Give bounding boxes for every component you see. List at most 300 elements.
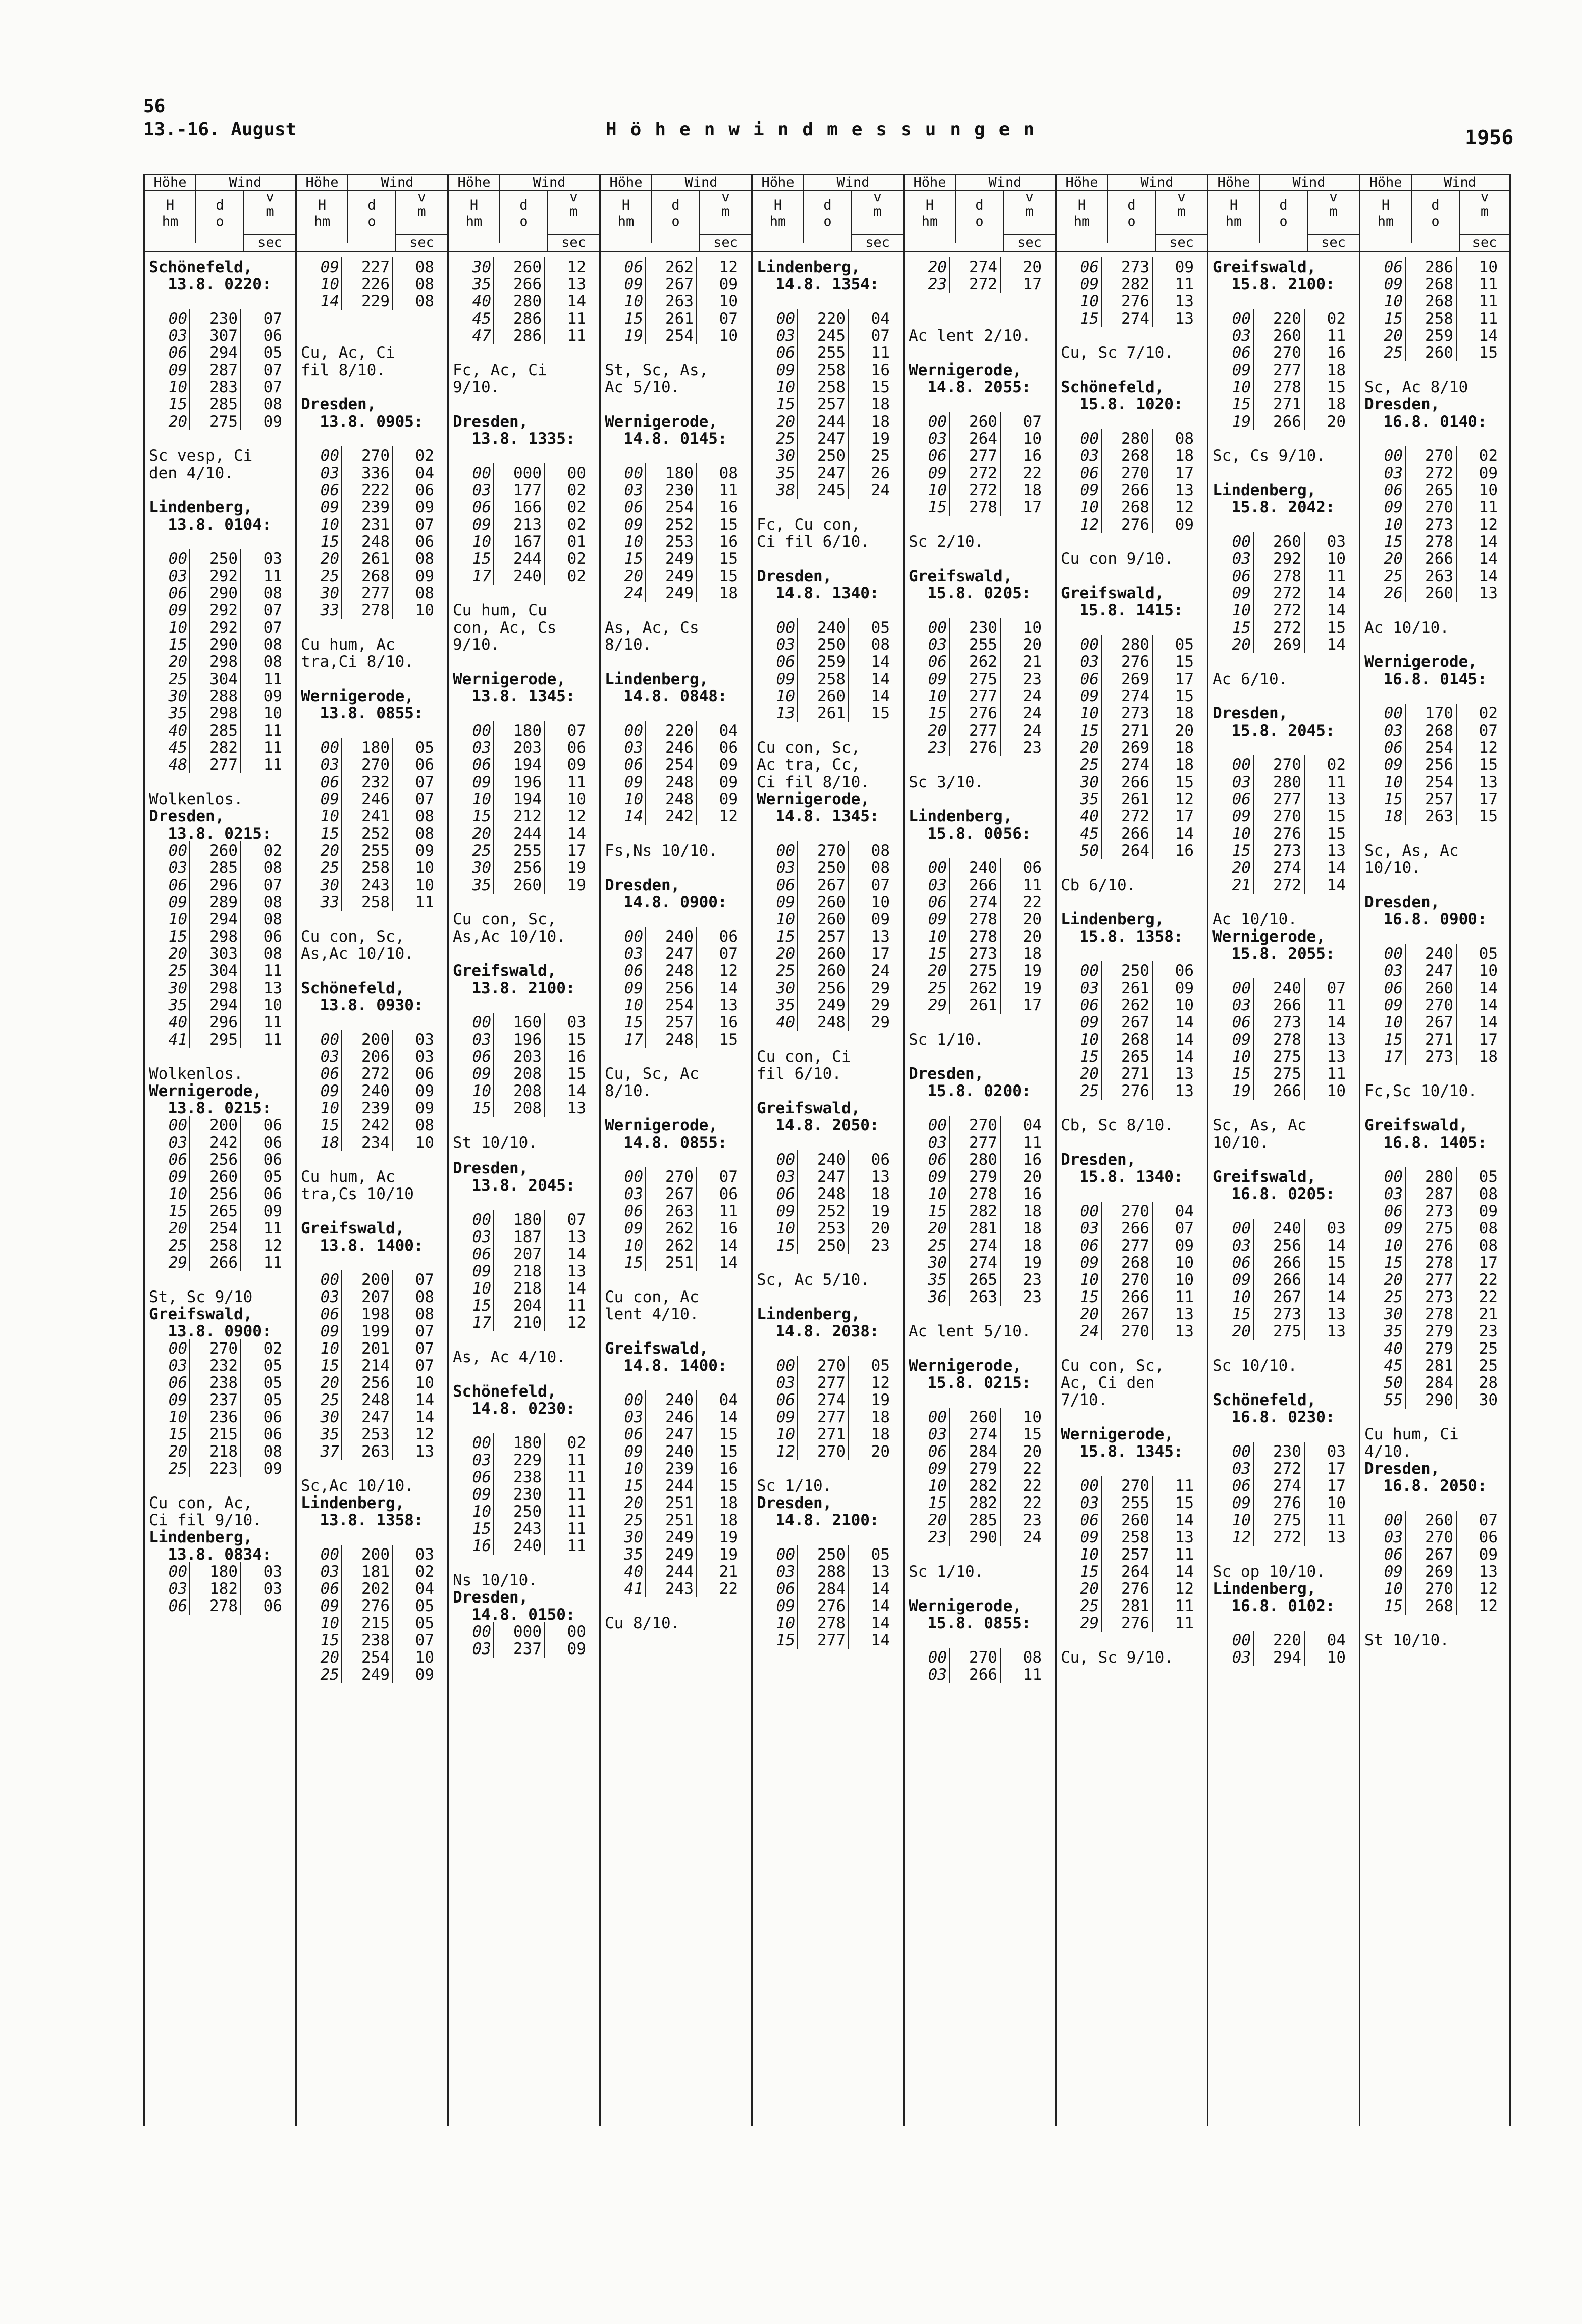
speed-cell: 11 (1175, 1597, 1194, 1615)
spacer (601, 1048, 751, 1065)
direction-cell: 336 (361, 464, 390, 482)
table-row (1208, 1512, 1359, 1529)
speed-cell: 05 (263, 344, 282, 362)
speed-cell: 18 (1327, 361, 1346, 379)
station-heading: Dresden, (1061, 1151, 1136, 1169)
height-cell: 03 (624, 945, 643, 963)
cell-divider (696, 1425, 697, 1443)
table-row (905, 705, 1055, 722)
height-cell: 06 (1080, 996, 1099, 1014)
cell-divider (341, 292, 342, 310)
cell-divider (341, 790, 342, 808)
table-row (449, 808, 599, 825)
cell-divider (392, 1116, 393, 1134)
cell-divider (1405, 549, 1406, 567)
cell-divider (1405, 1305, 1406, 1323)
height-cell: 06 (1232, 1477, 1251, 1495)
station-heading: Lindenberg, (149, 1528, 253, 1546)
direction-cell: 251 (665, 1254, 694, 1272)
cell-divider (240, 721, 241, 739)
cell-divider (1304, 1219, 1305, 1237)
speed-cell: 11 (263, 670, 282, 688)
speed-cell: 02 (567, 550, 586, 568)
cell-divider (1405, 807, 1406, 825)
spacer (1208, 1151, 1359, 1168)
cell-divider (1456, 481, 1457, 499)
cell-divider (240, 858, 241, 876)
speed-cell: 06 (415, 533, 434, 551)
cell-divider (1405, 1047, 1406, 1065)
direction-cell: 276 (1273, 1494, 1301, 1512)
cell-divider (1253, 309, 1254, 327)
cell-divider (1152, 1047, 1153, 1065)
direction-cell: 260 (513, 258, 542, 276)
cell-divider (1000, 1287, 1001, 1306)
cell-divider (949, 1133, 950, 1151)
direction-cell: 200 (361, 1545, 390, 1564)
speed-cell: 14 (1327, 636, 1346, 654)
cell-divider (493, 1296, 494, 1314)
cell-divider (1253, 395, 1254, 413)
speed-cell: 02 (567, 567, 586, 585)
station-heading: Greifswald, (1061, 584, 1165, 602)
speed-cell: 17 (1327, 1477, 1346, 1495)
table-row (601, 464, 751, 482)
direction-cell: 296 (209, 876, 238, 894)
height-cell: 10 (472, 1503, 491, 1521)
height-cell: 06 (776, 1580, 795, 1598)
spacer (905, 550, 1055, 567)
table-row (1360, 1580, 1509, 1597)
direction-cell: 270 (1425, 447, 1453, 465)
cell-divider (189, 858, 190, 876)
table-row (297, 1271, 447, 1288)
cell-divider (189, 378, 190, 396)
speed-cell: 16 (719, 498, 738, 517)
height-cell: 41 (168, 1030, 187, 1049)
cell-divider (1304, 1631, 1305, 1649)
height-cell: 06 (472, 1468, 491, 1486)
height-cell: 41 (624, 1580, 643, 1598)
speed-cell: 16 (1023, 447, 1042, 465)
spacer (1360, 1100, 1509, 1117)
cell-divider (240, 1219, 241, 1237)
speed-cell: 07 (871, 327, 890, 345)
header-hoehe: Höhe (297, 175, 348, 191)
cell-divider (341, 1064, 342, 1082)
direction-cell: 248 (361, 533, 390, 551)
speed-cell: 08 (415, 550, 434, 568)
direction-cell: 259 (817, 653, 846, 671)
speed-cell: 06 (263, 1133, 282, 1152)
cell-divider (645, 1579, 646, 1597)
cell-divider (544, 1099, 545, 1117)
cell-divider (848, 463, 849, 482)
cell-divider (392, 1545, 393, 1563)
spacer (449, 447, 599, 464)
cell-divider (1456, 1219, 1457, 1237)
speed-cell: 20 (871, 1442, 890, 1461)
speed-cell: 14 (567, 1082, 586, 1100)
height-cell: 35 (320, 1425, 339, 1443)
header-height-unit: H hm (617, 197, 635, 229)
cell-divider (341, 515, 342, 533)
speed-cell: 13 (1327, 790, 1346, 808)
cell-divider (1000, 1253, 1001, 1271)
spacer (1360, 1065, 1509, 1082)
height-cell: 03 (168, 1133, 187, 1152)
cloud-note: Cu, Sc, Ac (605, 1065, 699, 1083)
height-cell: 10 (320, 1339, 339, 1358)
height-cell: 15 (928, 1494, 947, 1512)
cloud-note: Fc,Sc 10/10. (1364, 1082, 1478, 1100)
direction-cell: 282 (1121, 275, 1149, 293)
speed-cell: 12 (415, 1425, 434, 1443)
height-cell: 40 (1384, 1339, 1403, 1358)
direction-cell: 248 (361, 1391, 390, 1409)
speed-cell: 05 (263, 1357, 282, 1375)
speed-cell: 22 (1479, 1271, 1498, 1289)
speed-cell: 17 (1175, 464, 1194, 482)
cell-divider (645, 549, 646, 567)
direction-cell: 250 (1121, 962, 1149, 980)
station-heading: 16.8. 1405: (1364, 1133, 1487, 1152)
table-row (297, 482, 447, 499)
direction-cell: 281 (1121, 1597, 1149, 1615)
direction-cell: 272 (1425, 464, 1453, 482)
speed-cell: 10 (1327, 550, 1346, 568)
spacer (449, 705, 599, 722)
speed-cell: 23 (1479, 1322, 1498, 1340)
direction-cell: 180 (665, 464, 694, 482)
table-row (145, 1580, 295, 1597)
height-cell: 09 (1080, 275, 1099, 293)
header-direction-unit: d o (347, 190, 395, 243)
height-cell: 15 (1384, 309, 1403, 328)
cell-divider (696, 944, 697, 962)
station-heading: Schönefeld, (301, 979, 405, 997)
speed-cell: 11 (1327, 996, 1346, 1014)
header-speed-unit: v m (699, 190, 751, 251)
table-row (1057, 773, 1207, 791)
height-cell: 06 (1232, 344, 1251, 362)
header-hoehe: Höhe (449, 175, 500, 191)
height-cell: 00 (472, 1211, 491, 1229)
table-row (601, 997, 751, 1014)
station-heading: Greifswald, (453, 962, 557, 980)
direction-cell: 252 (665, 515, 694, 534)
direction-cell: 248 (665, 773, 694, 791)
direction-cell: 270 (361, 447, 390, 465)
cell-divider (848, 893, 849, 911)
height-cell: 10 (472, 1082, 491, 1100)
cell-divider (189, 996, 190, 1014)
table-row (297, 1409, 447, 1426)
cell-divider (1101, 515, 1102, 533)
height-cell: 10 (928, 927, 947, 946)
station-heading: 15.8. 0056: (909, 824, 1031, 843)
direction-cell: 294 (1273, 1648, 1301, 1667)
height-cell: 40 (1080, 807, 1099, 825)
cell-divider (493, 292, 494, 310)
cell-divider (1101, 292, 1102, 310)
speed-cell: 09 (1175, 515, 1194, 534)
table-row (1360, 1563, 1509, 1580)
cell-divider (493, 1485, 494, 1503)
cell-divider (189, 1373, 190, 1391)
height-cell: 03 (928, 1666, 947, 1684)
cell-divider (1253, 566, 1254, 585)
cell-divider (341, 463, 342, 482)
height-cell: 09 (624, 1442, 643, 1461)
cell-divider (1456, 584, 1457, 602)
direction-cell: 281 (969, 1219, 997, 1237)
height-cell: 25 (1080, 1082, 1099, 1100)
speed-cell: 07 (415, 790, 434, 808)
speed-cell: 16 (719, 1460, 738, 1478)
cell-divider (848, 429, 849, 447)
cell-divider (189, 1408, 190, 1426)
height-cell: 40 (624, 1563, 643, 1581)
cell-divider (848, 1442, 849, 1460)
table-row (145, 859, 295, 876)
table-row (297, 447, 447, 464)
cell-divider (1456, 1270, 1457, 1288)
cell-divider (493, 790, 494, 808)
spacer (449, 1194, 599, 1211)
height-cell: 09 (1232, 1494, 1251, 1512)
spacer (1208, 1100, 1359, 1117)
cell-divider (1152, 652, 1153, 670)
speed-cell: 08 (415, 275, 434, 293)
direction-cell: 287 (1425, 1185, 1453, 1203)
speed-cell: 04 (1327, 1631, 1346, 1649)
direction-cell: 256 (817, 979, 846, 997)
direction-cell: 268 (1121, 447, 1149, 465)
cell-divider (1405, 275, 1406, 293)
header-sec: sec (547, 234, 599, 251)
speed-cell: 06 (263, 327, 282, 345)
spacer (1208, 464, 1359, 482)
cell-divider (341, 824, 342, 842)
cell-divider (1101, 1270, 1102, 1288)
cell-divider (1000, 429, 1001, 447)
cell-divider (1101, 790, 1102, 808)
cell-divider (189, 1442, 190, 1460)
height-cell: 20 (1384, 1271, 1403, 1289)
height-cell: 14 (320, 292, 339, 311)
speed-cell: 04 (415, 464, 434, 482)
speed-cell: 28 (1479, 1374, 1498, 1392)
header-direction-unit: d o (195, 190, 243, 243)
spacer (753, 602, 903, 619)
height-cell: 10 (776, 1614, 795, 1632)
height-cell: 09 (624, 1219, 643, 1237)
speed-cell: 09 (719, 275, 738, 293)
direction-cell: 286 (513, 327, 542, 345)
speed-cell: 12 (1175, 790, 1194, 808)
height-cell: 00 (1232, 533, 1251, 551)
cell-divider (848, 1236, 849, 1254)
spacer (145, 533, 295, 550)
cell-divider (1101, 652, 1102, 670)
cell-divider (1405, 944, 1406, 962)
table-row (145, 1254, 295, 1271)
direction-cell: 239 (665, 1460, 694, 1478)
direction-cell: 240 (513, 1537, 542, 1555)
height-cell: 06 (776, 1185, 795, 1203)
cell-divider (544, 858, 545, 876)
height-cell: 06 (1384, 258, 1403, 276)
direction-cell: 266 (209, 1254, 238, 1272)
cell-divider (848, 875, 849, 894)
table-row (297, 1563, 447, 1580)
cell-divider (696, 772, 697, 791)
table-row (1057, 1237, 1207, 1254)
spacer (297, 1014, 447, 1031)
cell-divider (1152, 755, 1153, 773)
table-row (297, 602, 447, 619)
cell-divider (797, 1614, 798, 1632)
speed-cell: 15 (1479, 344, 1498, 362)
direction-cell: 267 (665, 275, 694, 293)
cell-divider (1405, 1013, 1406, 1031)
table-row (449, 825, 599, 842)
height-cell: 30 (472, 859, 491, 877)
cell-divider (1253, 1236, 1254, 1254)
cell-divider (949, 1511, 950, 1529)
table-row (1208, 1065, 1359, 1082)
table-row (145, 653, 295, 670)
table-row (1360, 945, 1509, 962)
table-row (753, 1014, 903, 1031)
table-row (753, 361, 903, 379)
cell-divider (1456, 566, 1457, 585)
cell-divider (240, 1150, 241, 1168)
table-row (1360, 756, 1509, 773)
height-cell: 20 (1232, 636, 1251, 654)
direction-cell: 255 (513, 842, 542, 860)
direction-cell: 270 (1425, 1528, 1453, 1546)
cell-divider (1304, 343, 1305, 361)
height-cell: 03 (1080, 447, 1099, 465)
cell-divider (848, 652, 849, 670)
cell-divider (1304, 584, 1305, 602)
speed-cell: 15 (567, 1030, 586, 1049)
table-row (297, 516, 447, 533)
cell-divider (1101, 481, 1102, 499)
direction-cell: 249 (361, 1666, 390, 1684)
column-header (1208, 174, 1359, 252)
cell-divider (1101, 1064, 1102, 1082)
speed-cell: 17 (1479, 1030, 1498, 1049)
cell-divider (1253, 1287, 1254, 1306)
cell-divider (949, 687, 950, 705)
direction-cell: 170 (1425, 704, 1453, 722)
height-cell: 35 (624, 1545, 643, 1564)
direction-cell: 238 (513, 1468, 542, 1486)
table-row (1057, 670, 1207, 688)
height-cell: 03 (1080, 979, 1099, 997)
speed-cell: 11 (263, 567, 282, 585)
cell-divider (189, 961, 190, 979)
cell-divider (1253, 755, 1254, 773)
cell-divider (189, 1150, 190, 1168)
table-row (449, 1623, 599, 1640)
cell-divider (1000, 961, 1001, 979)
cell-divider (392, 584, 393, 602)
speed-cell: 15 (1023, 1425, 1042, 1443)
station-heading: 13.8. 0220: (149, 275, 272, 293)
cell-divider (696, 309, 697, 327)
table-row (449, 876, 599, 894)
table-row (1057, 1477, 1207, 1494)
speed-cell: 19 (1023, 962, 1042, 980)
height-cell: 03 (320, 1563, 339, 1581)
cell-divider (848, 1425, 849, 1443)
cell-divider (949, 1253, 950, 1271)
speed-cell: 13 (1327, 1528, 1346, 1546)
cell-divider (341, 1081, 342, 1100)
cloud-note: Wolkenlos. (149, 1065, 243, 1083)
height-cell: 00 (624, 464, 643, 482)
height-cell: 30 (320, 1408, 339, 1426)
height-cell: 10 (320, 1614, 339, 1632)
speed-cell: 18 (1175, 739, 1194, 757)
direction-cell: 262 (969, 979, 997, 997)
station-heading: 15.8. 0855: (909, 1614, 1031, 1632)
speed-cell: 05 (1479, 945, 1498, 963)
height-cell: 03 (1232, 996, 1251, 1014)
speed-cell: 11 (567, 1468, 586, 1486)
cell-divider (1304, 996, 1305, 1014)
station-heading: 14.8. 1400: (605, 1357, 727, 1375)
cell-divider (544, 1279, 545, 1297)
cell-divider (949, 635, 950, 653)
speed-cell: 11 (567, 1537, 586, 1555)
table-row (1360, 979, 1509, 997)
cell-divider (696, 463, 697, 482)
direction-cell: 296 (209, 1013, 238, 1031)
table-row (753, 1563, 903, 1580)
cell-divider (949, 1648, 950, 1666)
cell-divider (240, 841, 241, 859)
spacer (145, 430, 295, 447)
cell-divider (645, 292, 646, 310)
cell-divider (189, 360, 190, 379)
height-cell: 10 (1080, 704, 1099, 722)
cell-divider (797, 1545, 798, 1563)
cloud-note: 10/10. (1364, 859, 1421, 877)
speed-cell: 06 (567, 739, 586, 757)
table-row (449, 1031, 599, 1048)
speed-cell: 30 (1479, 1391, 1498, 1409)
cell-divider (1304, 635, 1305, 653)
table-row (1208, 1529, 1359, 1546)
speed-cell: 08 (263, 893, 282, 911)
height-cell: 20 (928, 1511, 947, 1529)
table-row (753, 482, 903, 499)
speed-cell: 14 (1175, 1563, 1194, 1581)
speed-cell: 17 (871, 945, 890, 963)
speed-cell: 18 (1175, 447, 1194, 465)
direction-cell: 253 (665, 533, 694, 551)
cell-divider (392, 738, 393, 756)
cell-divider (797, 669, 798, 688)
height-cell: 30 (320, 584, 339, 602)
table-row (1057, 808, 1207, 825)
height-cell: 06 (472, 1048, 491, 1066)
